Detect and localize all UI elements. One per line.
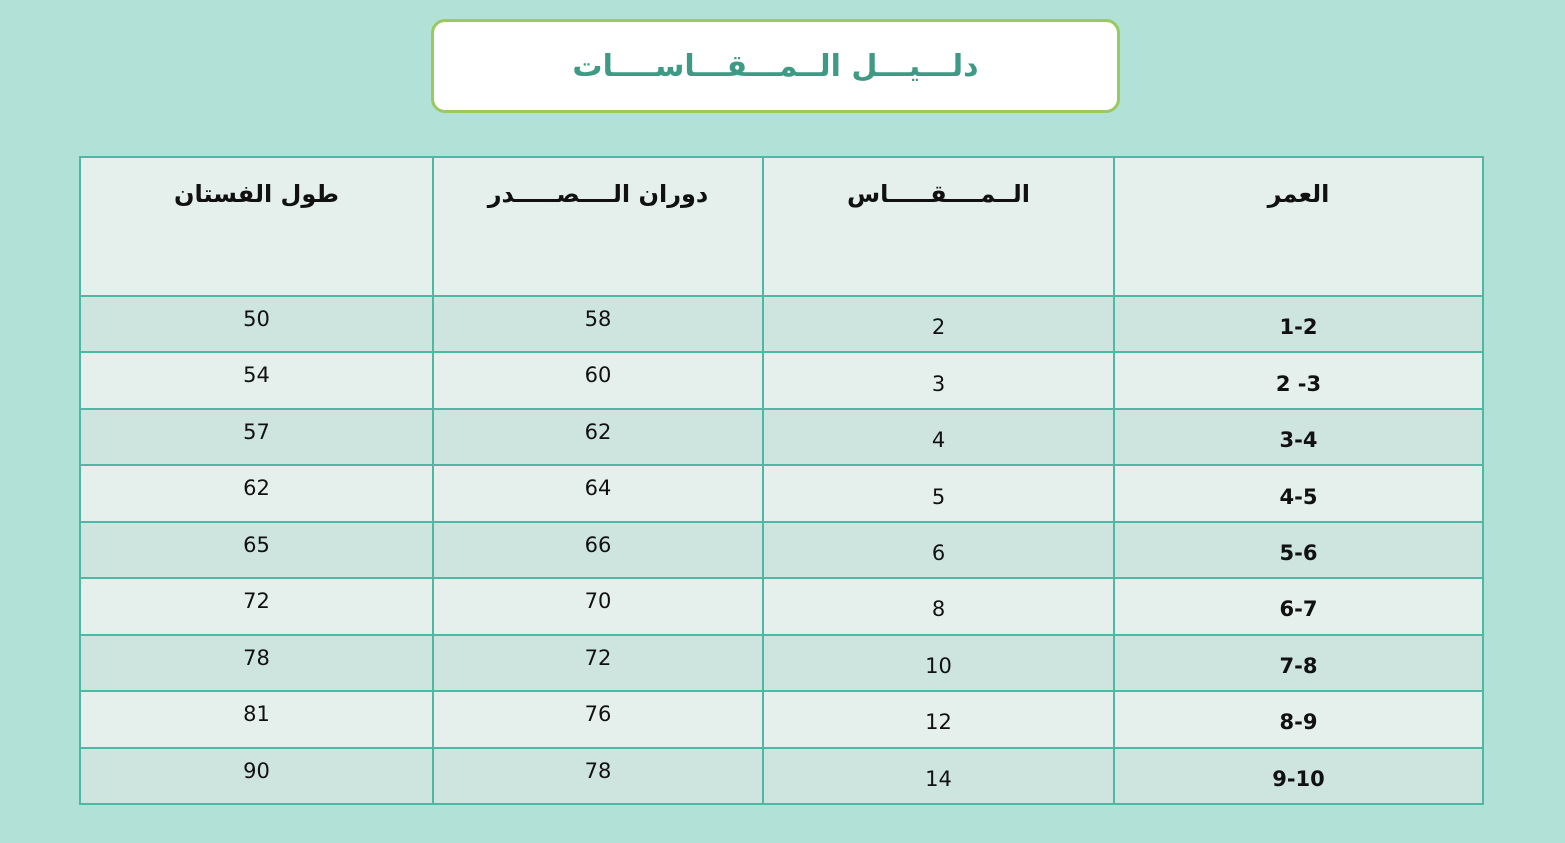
header-size: الــمــــقـــــاس <box>763 157 1114 296</box>
cell-chest: 64 <box>433 465 763 521</box>
cell-chest: 76 <box>433 691 763 747</box>
header-length: طول الفستان <box>80 157 433 296</box>
cell-age: 7-8 <box>1114 635 1483 691</box>
cell-length: 62 <box>80 465 433 521</box>
table-row <box>80 465 1483 521</box>
cell-size: 10 <box>763 635 1114 691</box>
cell-age: 6-7 <box>1114 578 1483 634</box>
header-age: العمر <box>1114 157 1483 296</box>
table-row <box>80 409 1483 465</box>
cell-size: 4 <box>763 409 1114 465</box>
cell-chest: 70 <box>433 578 763 634</box>
cell-size: 14 <box>763 748 1114 805</box>
cell-age: 4-5 <box>1114 465 1483 521</box>
table-row <box>80 691 1483 747</box>
table-row <box>80 352 1483 408</box>
cell-size: 8 <box>763 578 1114 634</box>
cell-length: 72 <box>80 578 433 634</box>
cell-size: 5 <box>763 465 1114 521</box>
table-row <box>80 748 1483 805</box>
size-chart-table <box>79 156 1484 805</box>
cell-chest: 60 <box>433 352 763 408</box>
table-row <box>80 635 1483 691</box>
cell-length: 54 <box>80 352 433 408</box>
cell-age: 5-6 <box>1114 522 1483 578</box>
cell-size: 2 <box>763 296 1114 352</box>
page-title: دلـــيـــل الــمـــقـــاســــات <box>572 48 979 84</box>
cell-length: 65 <box>80 522 433 578</box>
table-header-row <box>80 157 1483 296</box>
cell-age: 3-4 <box>1114 409 1483 465</box>
cell-chest: 78 <box>433 748 763 805</box>
title-box <box>431 19 1120 113</box>
cell-size: 6 <box>763 522 1114 578</box>
cell-size: 12 <box>763 691 1114 747</box>
cell-chest: 62 <box>433 409 763 465</box>
cell-length: 57 <box>80 409 433 465</box>
cell-length: 78 <box>80 635 433 691</box>
cell-size: 3 <box>763 352 1114 408</box>
cell-chest: 58 <box>433 296 763 352</box>
cell-length: 81 <box>80 691 433 747</box>
cell-chest: 72 <box>433 635 763 691</box>
cell-age: 8-9 <box>1114 691 1483 747</box>
cell-length: 50 <box>80 296 433 352</box>
table-row <box>80 522 1483 578</box>
cell-age: 9-10 <box>1114 748 1483 805</box>
header-chest: دوران الــــصـــــدر <box>433 157 763 296</box>
table-row <box>80 578 1483 634</box>
cell-age: 1-2 <box>1114 296 1483 352</box>
table-row <box>80 296 1483 352</box>
cell-age: 2 -3 <box>1114 352 1483 408</box>
cell-chest: 66 <box>433 522 763 578</box>
cell-length: 90 <box>80 748 433 805</box>
